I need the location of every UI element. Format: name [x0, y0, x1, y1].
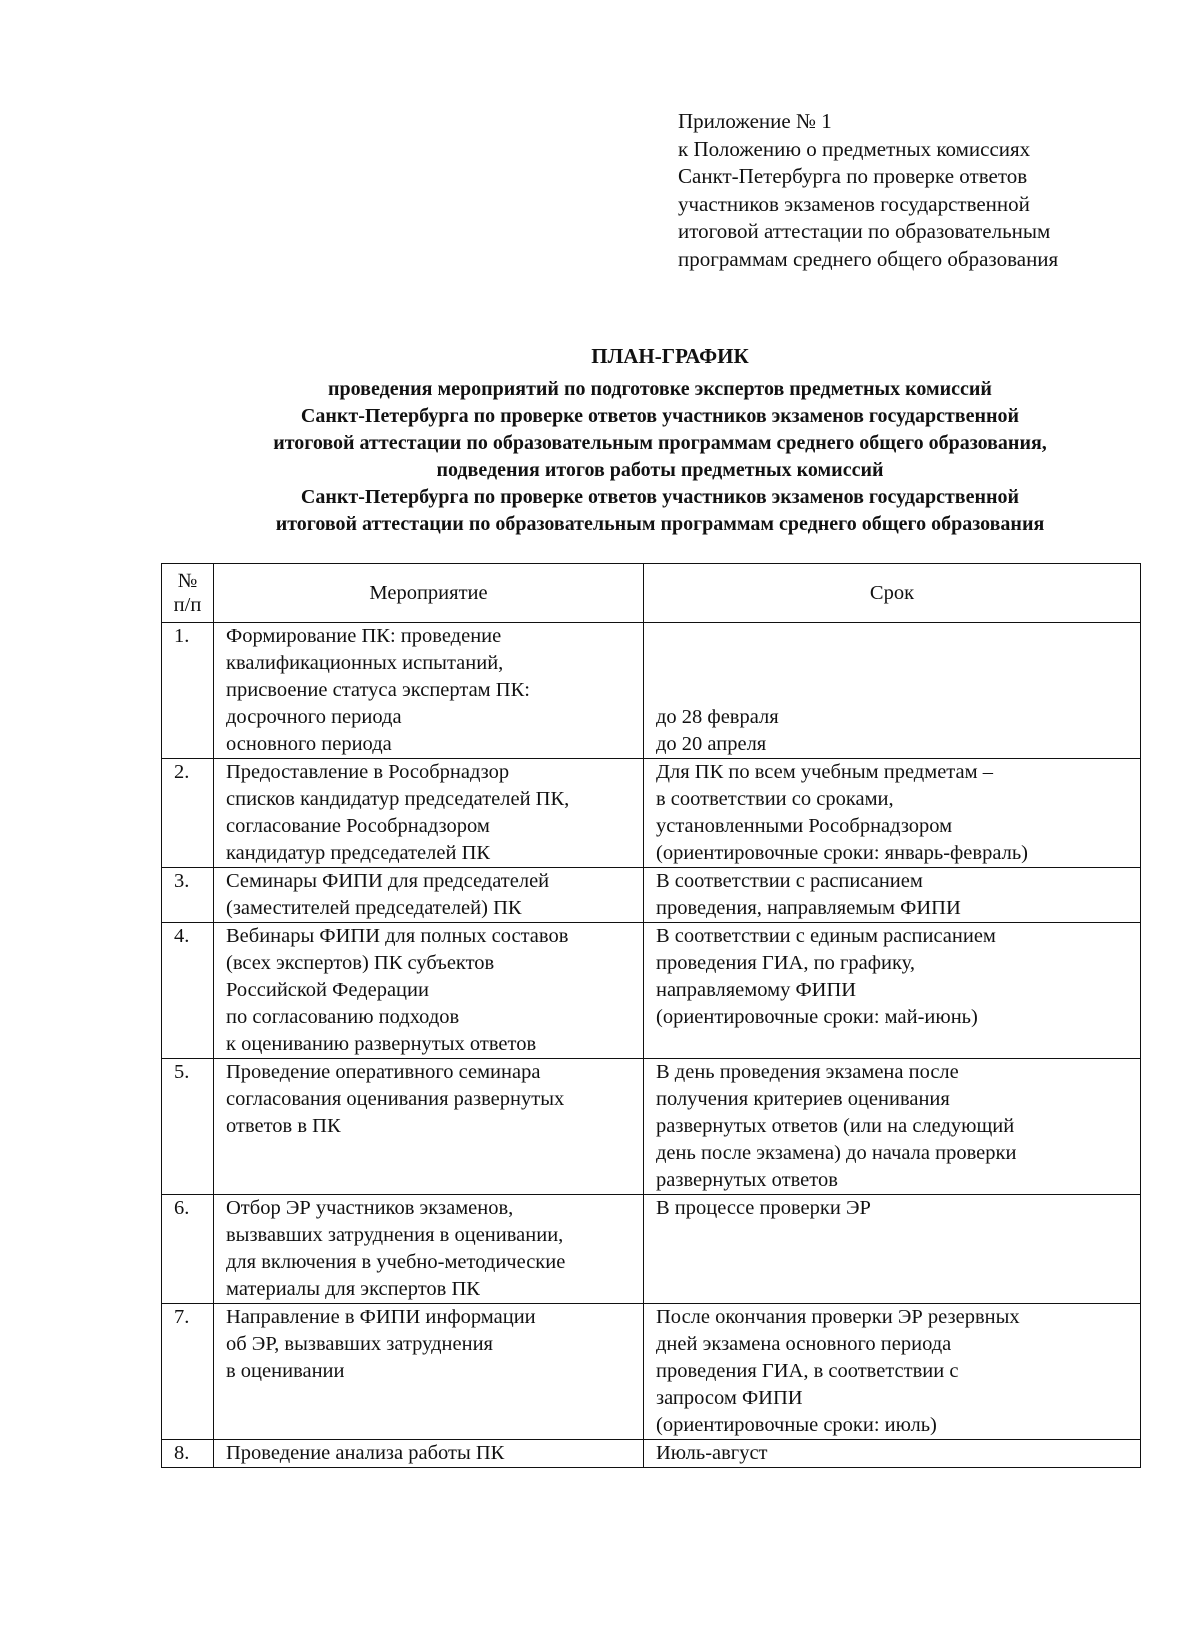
row-term: [644, 759, 1141, 868]
term-line: до 28 февраля: [656, 706, 779, 728]
term-line: развернутых ответов: [656, 1169, 838, 1191]
term-line: В день проведения экзамена после: [656, 1061, 959, 1083]
subtitle-line: Санкт-Петербурга по проверке ответов участников экзаменов государственной: [300, 486, 1020, 508]
row-term: [644, 923, 1141, 1059]
row-number: 2.: [162, 759, 214, 868]
term-line: [656, 650, 1134, 677]
event-line: материалы для экспертов ПК: [226, 1278, 480, 1300]
header-event: Мероприятие: [214, 564, 644, 623]
event-line: Направление в ФИПИ информации: [226, 1306, 536, 1328]
term-line: Июль-август: [656, 1442, 768, 1464]
term-line: Для ПК по всем учебным предметам –: [656, 761, 993, 783]
row-event: [214, 623, 644, 759]
plan-table: [161, 563, 1141, 1468]
table-row: [162, 1304, 1141, 1440]
row-number: 8.: [162, 1440, 214, 1468]
table-row: [162, 1195, 1141, 1304]
subtitle-line: проведения мероприятий по подготовке экспертов предметных комиссий: [328, 378, 992, 400]
row-number: 3.: [162, 868, 214, 923]
row-number: 1.: [162, 623, 214, 759]
appendix-line: участников экзаменов государственной: [678, 191, 1030, 216]
subtitle-line: итоговой аттестации по образовательным программам среднего общего образования,: [273, 432, 1047, 454]
term-line: дней экзамена основного периода: [656, 1333, 952, 1355]
event-line: Проведение оперативного семинара: [226, 1061, 541, 1083]
row-event: [214, 868, 644, 923]
event-line: к оцениванию развернутых ответов: [226, 1033, 537, 1055]
table-row: [162, 759, 1141, 868]
row-number: 6.: [162, 1195, 214, 1304]
row-term: [644, 1304, 1141, 1440]
term-line: до 20 апреля: [656, 733, 767, 755]
document-subtitle: [160, 376, 1160, 538]
term-line: в соответствии со сроками,: [656, 788, 894, 810]
term-line: проведения ГИА, в соответствии с: [656, 1360, 959, 1382]
term-line: проведения, направляемым ФИПИ: [656, 897, 961, 919]
appendix-line: Приложение № 1: [678, 109, 832, 133]
table-row: [162, 1440, 1141, 1468]
event-line: согласования оценивания развернутых: [226, 1088, 565, 1110]
table-row: [162, 923, 1141, 1059]
event-line: досрочного периода: [226, 706, 402, 728]
row-term: [644, 623, 1141, 759]
term-line: В процессе проверки ЭР: [656, 1197, 871, 1219]
header-number-line2: п/п: [173, 594, 202, 616]
term-line: После окончания проверки ЭР резервных: [656, 1306, 1020, 1328]
event-line: об ЭР, вызвавших затруднения: [226, 1333, 493, 1355]
row-term: [644, 1059, 1141, 1195]
row-term: [644, 1195, 1141, 1304]
table-row: [162, 1059, 1141, 1195]
event-line: ответов в ПК: [226, 1115, 341, 1137]
term-line: (ориентировочные сроки: январь-февраль): [656, 842, 1029, 864]
appendix-line: Санкт-Петербурга по проверке ответов: [678, 164, 1028, 188]
event-line: Отбор ЭР участников экзаменов,: [226, 1197, 514, 1219]
row-number: 4.: [162, 923, 214, 1059]
event-line: (всех экспертов) ПК субъектов: [226, 952, 495, 974]
event-line: списков кандидатур председателей ПК,: [226, 788, 570, 810]
term-line: получения критериев оценивания: [656, 1088, 950, 1110]
header-number-line1: №: [177, 570, 198, 592]
table-header-row: [162, 564, 1141, 623]
event-line: Семинары ФИПИ для председателей: [226, 870, 550, 892]
header-term: Срок: [644, 564, 1141, 623]
header-number: [162, 564, 214, 623]
event-line: Российской Федерации: [226, 979, 429, 1001]
row-number: 7.: [162, 1304, 214, 1440]
table-row: [162, 868, 1141, 923]
event-line: Вебинары ФИПИ для полных составов: [226, 925, 569, 947]
row-event: [214, 1059, 644, 1195]
event-line: основного периода: [226, 733, 392, 755]
event-line: вызвавших затруднения в оценивании,: [226, 1224, 564, 1246]
term-line: запросом ФИПИ: [656, 1387, 803, 1409]
event-line: Предоставление в Рособрнадзор: [226, 761, 510, 783]
subtitle-line: Санкт-Петербурга по проверке ответов участников экзаменов государственной: [300, 405, 1020, 427]
appendix-line: к Положению о предметных комиссиях: [678, 136, 1031, 161]
event-line: Формирование ПК: проведение: [226, 625, 502, 647]
event-line: кандидатур председателей ПК: [226, 842, 491, 864]
term-line: проведения ГИА, по графику,: [656, 952, 915, 974]
document-title: ПЛАН-ГРАФИК: [591, 344, 749, 368]
appendix-line: итоговой аттестации по образовательным: [678, 219, 1051, 243]
row-term: [644, 868, 1141, 923]
subtitle-line: итоговой аттестации по образовательным программам среднего общего образования: [275, 513, 1045, 535]
event-line: присвоение статуса экспертам ПК:: [226, 679, 530, 701]
appendix-block: [678, 108, 1178, 273]
row-number: 5.: [162, 1059, 214, 1195]
event-line: (заместителей председателей) ПК: [226, 897, 522, 919]
term-line: (ориентировочные сроки: май-июнь): [656, 1006, 978, 1028]
row-event: [214, 1440, 644, 1468]
row-event: [214, 923, 644, 1059]
term-line: В соответствии с расписанием: [656, 870, 923, 892]
term-line: [656, 623, 1134, 650]
row-event: [214, 1304, 644, 1440]
term-line: В соответствии с единым расписанием: [656, 925, 996, 947]
row-event: [214, 1195, 644, 1304]
table-row: [162, 623, 1141, 759]
term-line: установленными Рособрнадзором: [656, 815, 953, 837]
term-line: [656, 677, 1134, 704]
subtitle-line: подведения итогов работы предметных комиссий: [436, 459, 884, 481]
event-line: Проведение анализа работы ПК: [226, 1442, 505, 1464]
event-line: для включения в учебно-методические: [226, 1251, 566, 1273]
event-line: согласование Рособрнадзором: [226, 815, 490, 837]
term-line: день после экзамена) до начала проверки: [656, 1142, 1017, 1164]
term-line: развернутых ответов (или на следующий: [656, 1115, 1015, 1137]
term-line: направляемому ФИПИ: [656, 979, 857, 1001]
row-event: [214, 759, 644, 868]
row-term: [644, 1440, 1141, 1468]
event-line: квалификационных испытаний,: [226, 652, 504, 674]
term-line: (ориентировочные сроки: июль): [656, 1414, 937, 1436]
appendix-line: программам среднего общего образования: [678, 246, 1059, 271]
event-line: по согласованию подходов: [226, 1006, 460, 1028]
event-line: в оценивании: [226, 1360, 345, 1382]
